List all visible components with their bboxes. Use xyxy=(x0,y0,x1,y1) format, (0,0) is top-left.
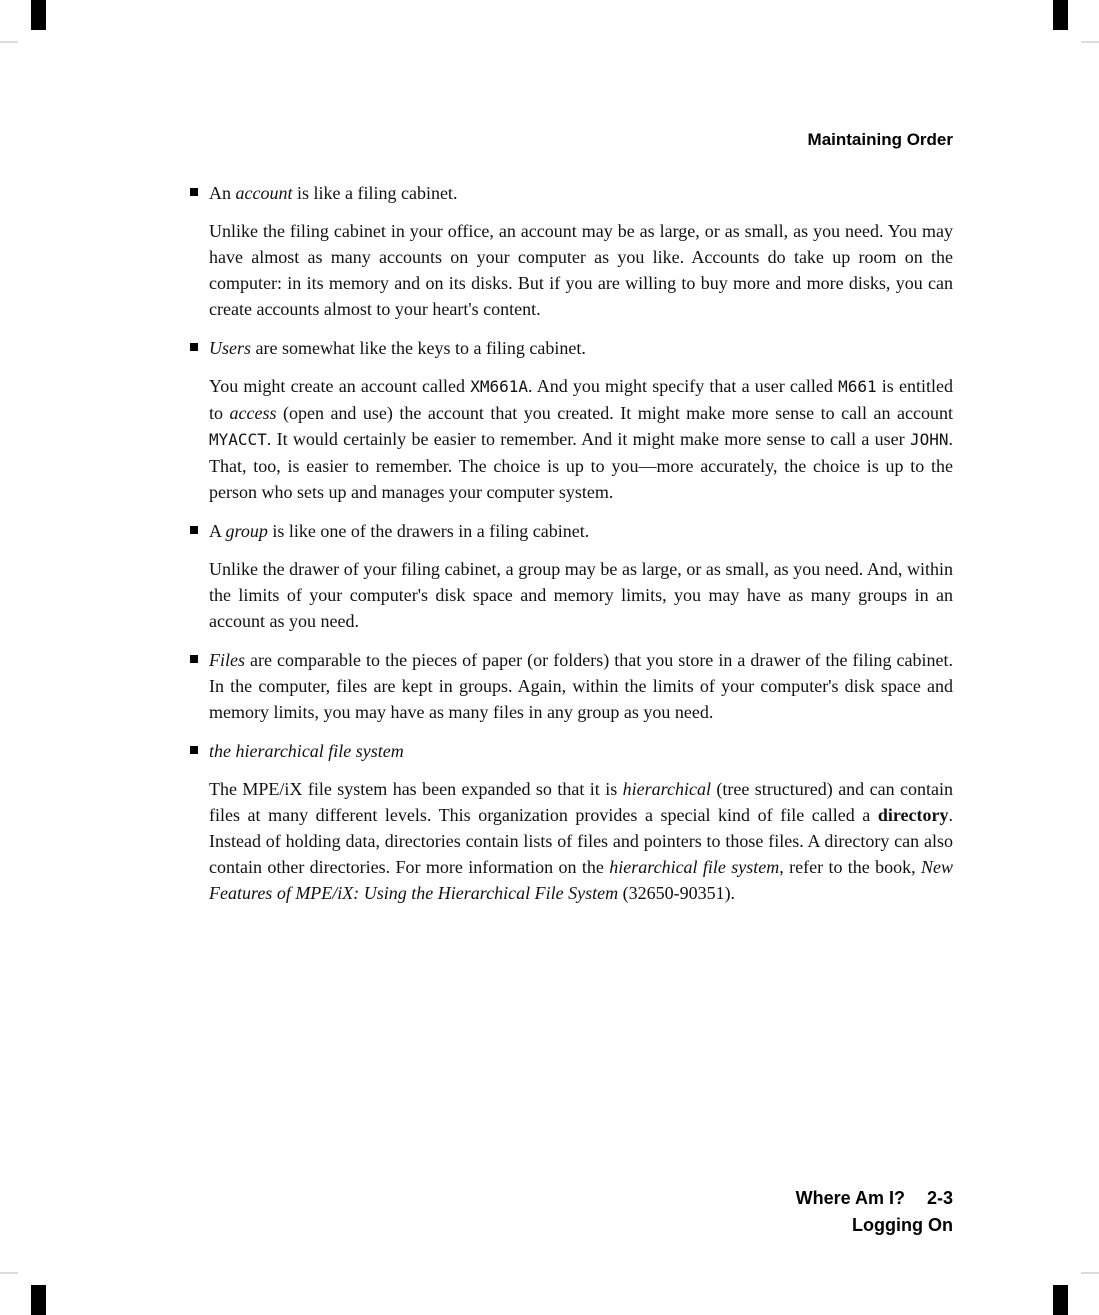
text-segment: Files xyxy=(209,650,245,670)
page-header: Maintaining Order xyxy=(807,130,953,149)
bullet-item xyxy=(209,180,953,322)
text-segment: Unlike the filing cabinet in your office, an account may be as large, or as small, as you need. You may have almost as many accounts on your computer as you like. Accounts do take up room on the computer: in its memory and on its disks. But if you are willing to buy more and more disks, you can create accounts almost to your heart's content. xyxy=(209,221,953,319)
text-segment: account xyxy=(235,183,293,203)
text-segment: . That, too, is easier to remember. The choice is up to you—more accurately, the choice is up to the person who sets up and manages your computer system. xyxy=(209,429,953,502)
bullet-paragraph xyxy=(209,373,953,505)
bullet-square-icon xyxy=(190,746,198,754)
text-segment: is like a filing cabinet. xyxy=(292,183,458,203)
bullet-lead xyxy=(209,180,953,206)
text-segment: The MPE/iX file system has been expanded so that it is xyxy=(209,779,623,799)
text-segment: Users xyxy=(209,338,252,358)
registration-bar-top-right xyxy=(1053,0,1068,30)
text-segment: the hierarchical file system xyxy=(209,741,404,761)
bullet-lead xyxy=(209,647,953,725)
bullet-square-icon xyxy=(190,526,198,534)
text-segment: directory xyxy=(877,805,949,825)
footer-chapter-line xyxy=(796,1185,953,1212)
crop-mark xyxy=(1081,1272,1099,1274)
crop-mark xyxy=(1081,41,1099,43)
registration-bar-bottom-left xyxy=(31,1285,46,1315)
registration-bar-bottom-right xyxy=(1053,1285,1068,1315)
text-segment: are somewhat like the keys to a filing cabinet. xyxy=(251,338,586,358)
footer-section: Logging On xyxy=(852,1215,953,1235)
text-segment: group xyxy=(225,521,268,541)
bullet-paragraph xyxy=(209,218,953,322)
text-segment: M661 xyxy=(838,377,877,396)
text-segment: New Features of MPE/iX: Using the Hierarchical File System xyxy=(209,857,954,903)
bullet-lead xyxy=(209,738,953,764)
bullet-square-icon xyxy=(190,655,198,663)
text-segment: An xyxy=(209,183,236,203)
text-segment: hierarchical xyxy=(622,779,711,799)
text-segment: MYACCT xyxy=(209,430,267,449)
text-segment: . And you might specify that a user called xyxy=(528,376,839,396)
bullet-square-icon xyxy=(190,343,198,351)
bullet-paragraph xyxy=(209,556,953,634)
page-footer xyxy=(796,1185,953,1239)
text-segment: XM661A xyxy=(470,377,528,396)
bullet-square-icon xyxy=(190,188,198,196)
crop-mark xyxy=(0,1272,18,1274)
bullet-lead xyxy=(209,335,953,361)
text-segment: (32650-90351). xyxy=(618,883,736,903)
text-segment: is entitled to xyxy=(209,376,953,423)
text-segment: is like one of the drawers in a filing cabinet. xyxy=(267,521,590,541)
text-segment: (open and use) the account that you created. It might make more sense to call an account xyxy=(276,403,953,423)
bullet-lead xyxy=(209,518,953,544)
bullet-item xyxy=(209,738,953,906)
text-segment: hierarchical file system xyxy=(609,857,780,877)
text-segment: JOHN xyxy=(909,430,949,449)
text-segment: access xyxy=(229,403,277,423)
bullet-paragraph xyxy=(209,776,953,906)
footer-chapter: Where Am I? xyxy=(795,1188,905,1208)
crop-mark xyxy=(0,41,18,43)
text-segment: Unlike the drawer of your filing cabinet, a group may be as large, or as small, as you need. And, within the limits of your computer's disk space and memory limits, you may have as many groups in an account as you need. xyxy=(209,559,953,631)
registration-bar-top-left xyxy=(31,0,46,30)
bullet-item xyxy=(209,335,953,505)
footer-page-number: 2-3 xyxy=(926,1188,953,1208)
text-segment: You might create an account called xyxy=(209,376,471,396)
text-segment: , refer to the book, xyxy=(779,857,921,877)
text-segment: are comparable to the pieces of paper (or folders) that you store in a drawer of the filing cabinet. In the computer, files are kept in groups. Again, within the limits of your computer's disk space and memory limits, you may have as many files in any group as you need. xyxy=(209,650,953,722)
text-segment: . Instead of holding data, directories contain lists of files and pointers to those files. A directory can also contain other directories. For more information on the xyxy=(209,805,953,877)
bullet-list xyxy=(209,180,953,919)
bullet-item xyxy=(209,647,953,725)
text-segment: (tree structured) and can contain files at many different levels. This organization provides a special kind of file called a xyxy=(209,779,953,825)
text-segment: . It would certainly be easier to remember. And it might make more sense to call a user xyxy=(266,429,910,449)
text-segment: A xyxy=(209,521,226,541)
bullet-item xyxy=(209,518,953,634)
